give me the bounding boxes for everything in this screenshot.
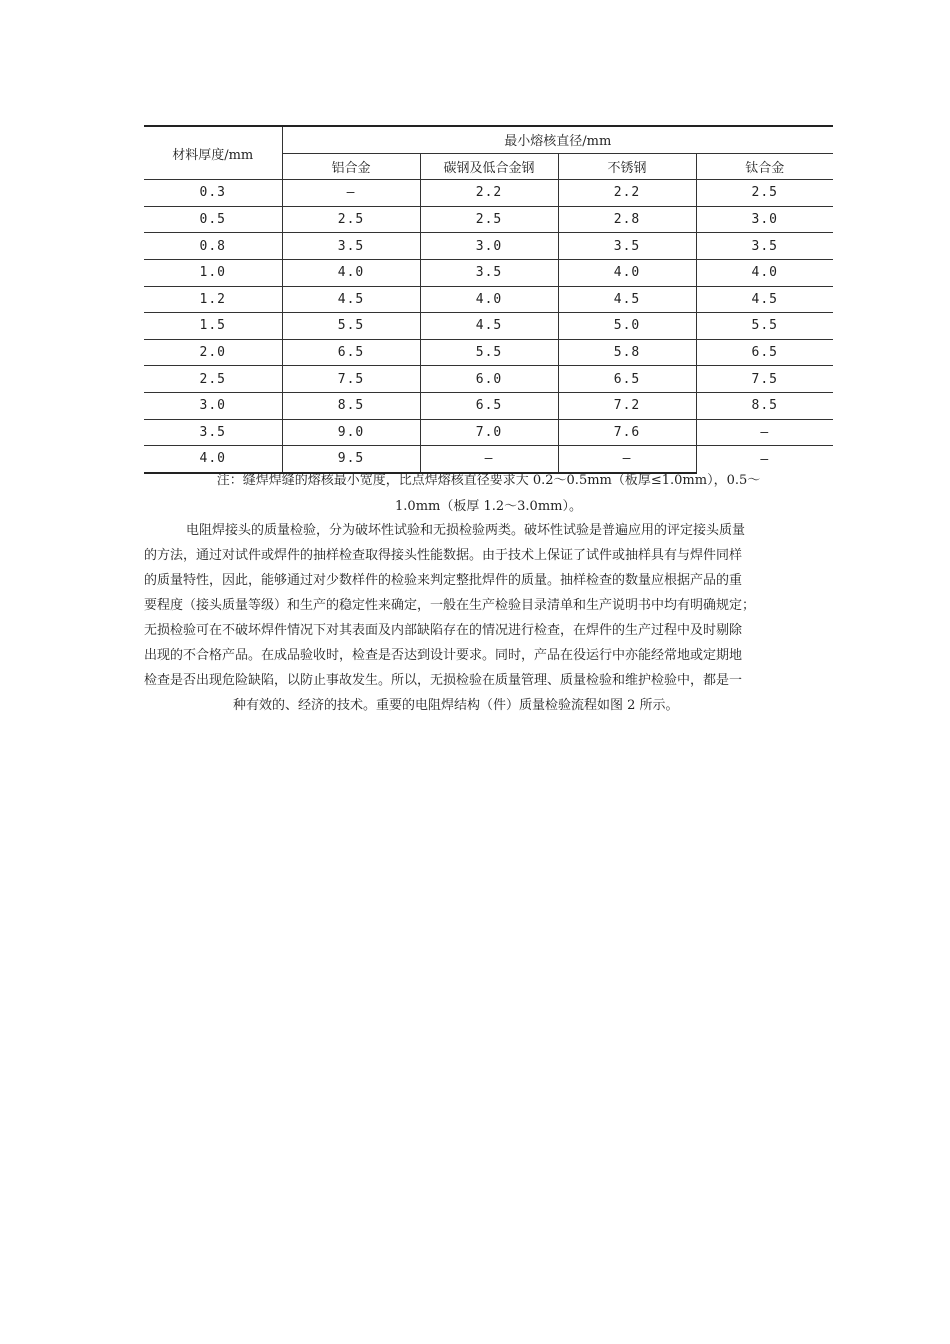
- table-cell: 7.6: [558, 419, 696, 446]
- table-cell: 2.2: [420, 180, 558, 207]
- header-titanium: 钛合金: [696, 153, 833, 180]
- table-cell: 9.0: [282, 419, 420, 446]
- table-cell: 5.0: [558, 313, 696, 340]
- table-cell: 6.5: [282, 339, 420, 366]
- table-cell: 9.5: [282, 446, 420, 473]
- header-stainless-steel: 不锈钢: [558, 153, 696, 180]
- table-row: [144, 339, 833, 366]
- table-row: [144, 392, 833, 419]
- table-row: [144, 366, 833, 393]
- table-row: [144, 180, 833, 207]
- table-cell: 6.5: [558, 366, 696, 393]
- table-cell: —: [696, 419, 833, 446]
- table-cell: —: [558, 446, 696, 473]
- paragraph-line: 无损检验可在不破坏焊件情况下对其表面及内部缺陷存在的情况进行检查，在焊件的生产过程中及时剔除: [144, 623, 743, 638]
- table-cell: 3.0: [696, 206, 833, 233]
- table-cell: 3.0: [420, 233, 558, 260]
- header-min-nugget-diameter: 最小熔核直径/mm: [282, 126, 833, 153]
- table-cell: 6.5: [696, 339, 833, 366]
- table-cell: 4.5: [282, 286, 420, 313]
- table-cell: 2.0: [144, 339, 282, 366]
- table-cell: 4.5: [420, 313, 558, 340]
- paragraph-line: 的方法，通过对试件或焊件的抽样检查取得接头性能数据。由于技术上保证了试件或抽样具有与焊件同样: [144, 548, 743, 563]
- table-cell: 8.5: [282, 392, 420, 419]
- table-cell: 2.5: [144, 366, 282, 393]
- table-row: [144, 286, 833, 313]
- table-cell: —: [420, 446, 558, 473]
- table-cell: 6.0: [420, 366, 558, 393]
- table-cell: 8.5: [696, 392, 833, 419]
- table-cell: 2.2: [558, 180, 696, 207]
- table-cell: 3.5: [420, 259, 558, 286]
- table-cell: 2.8: [558, 206, 696, 233]
- table-row: [144, 206, 833, 233]
- table-note-line-1: 注：缝焊焊缝的熔核最小宽度，比点焊熔核直径要求大 0.2～0.5mm（板厚≤1.0mm），0.5～: [216, 473, 761, 488]
- header-thickness: 材料厚度/mm: [144, 126, 282, 180]
- table-cell: 1.2: [144, 286, 282, 313]
- table-row: [144, 419, 833, 446]
- table-row: [144, 313, 833, 340]
- table-cell: 4.5: [696, 286, 833, 313]
- table-cell: 7.2: [558, 392, 696, 419]
- table-row: [144, 233, 833, 260]
- nugget-diameter-table: [144, 125, 833, 474]
- table-cell: 4.5: [558, 286, 696, 313]
- paragraph-line: 电阻焊接头的质量检验，分为破坏性试验和无损检验两类。破坏性试验是普遍应用的评定接头质量: [186, 523, 746, 538]
- paragraph-line: 检查是否出现危险缺陷，以防止事故发生。所以，无损检验在质量管理、质量检验和维护检验中，都是一: [144, 673, 743, 688]
- table-cell: 4.0: [420, 286, 558, 313]
- table-cell: 4.0: [558, 259, 696, 286]
- table-cell: 3.5: [282, 233, 420, 260]
- table-note-line-2: 1.0mm（板厚 1.2～3.0mm）。: [395, 499, 582, 514]
- table-cell: 7.5: [696, 366, 833, 393]
- paragraph-line: 要程度（接头质量等级）和生产的稳定性来确定，一般在生产检验目录清单和生产说明书中均有明确规定；: [144, 598, 756, 613]
- table-cell: 7.0: [420, 419, 558, 446]
- table-cell: 7.5: [282, 366, 420, 393]
- table-cell: 1.5: [144, 313, 282, 340]
- table-cell: 2.5: [420, 206, 558, 233]
- header-carbon-steel: 碳钢及低合金钢: [420, 153, 558, 180]
- table-cell: 6.5: [420, 392, 558, 419]
- paragraph-line: 的质量特性，因此，能够通过对少数样件的检验来判定整批焊件的质量。抽样检查的数量应根据产品的重: [144, 573, 743, 588]
- table-cell: 0.8: [144, 233, 282, 260]
- table-cell: —: [282, 180, 420, 207]
- table-cell: 5.5: [282, 313, 420, 340]
- paragraph-line: 种有效的、经济的技术。重要的电阻焊结构（件）质量检验流程如图 2 所示。: [233, 698, 679, 713]
- paragraph-line: 出现的不合格产品。在成品验收时，检查是否达到设计要求。同时，产品在役运行中亦能经常地或定期地: [144, 648, 743, 663]
- table-cell: 0.5: [144, 206, 282, 233]
- table-cell: 4.0: [144, 446, 282, 473]
- table-cell: 3.5: [696, 233, 833, 260]
- table-cell: 4.0: [282, 259, 420, 286]
- table-cell: 3.5: [144, 419, 282, 446]
- table-cell: 1.0: [144, 259, 282, 286]
- table-cell: 3.0: [144, 392, 282, 419]
- header-aluminum: 铝合金: [282, 153, 420, 180]
- table-cell: 5.5: [420, 339, 558, 366]
- nugget-diameter-table-container: [144, 125, 833, 474]
- table-cell: 2.5: [282, 206, 420, 233]
- table-cell: 5.8: [558, 339, 696, 366]
- table-cell: 3.5: [558, 233, 696, 260]
- table-cell: 2.5: [696, 180, 833, 207]
- table-cell: 0.3: [144, 180, 282, 207]
- table-cell: 4.0: [696, 259, 833, 286]
- table-cell: 5.5: [696, 313, 833, 340]
- table-row: [144, 259, 833, 286]
- table-cell: —: [760, 451, 770, 467]
